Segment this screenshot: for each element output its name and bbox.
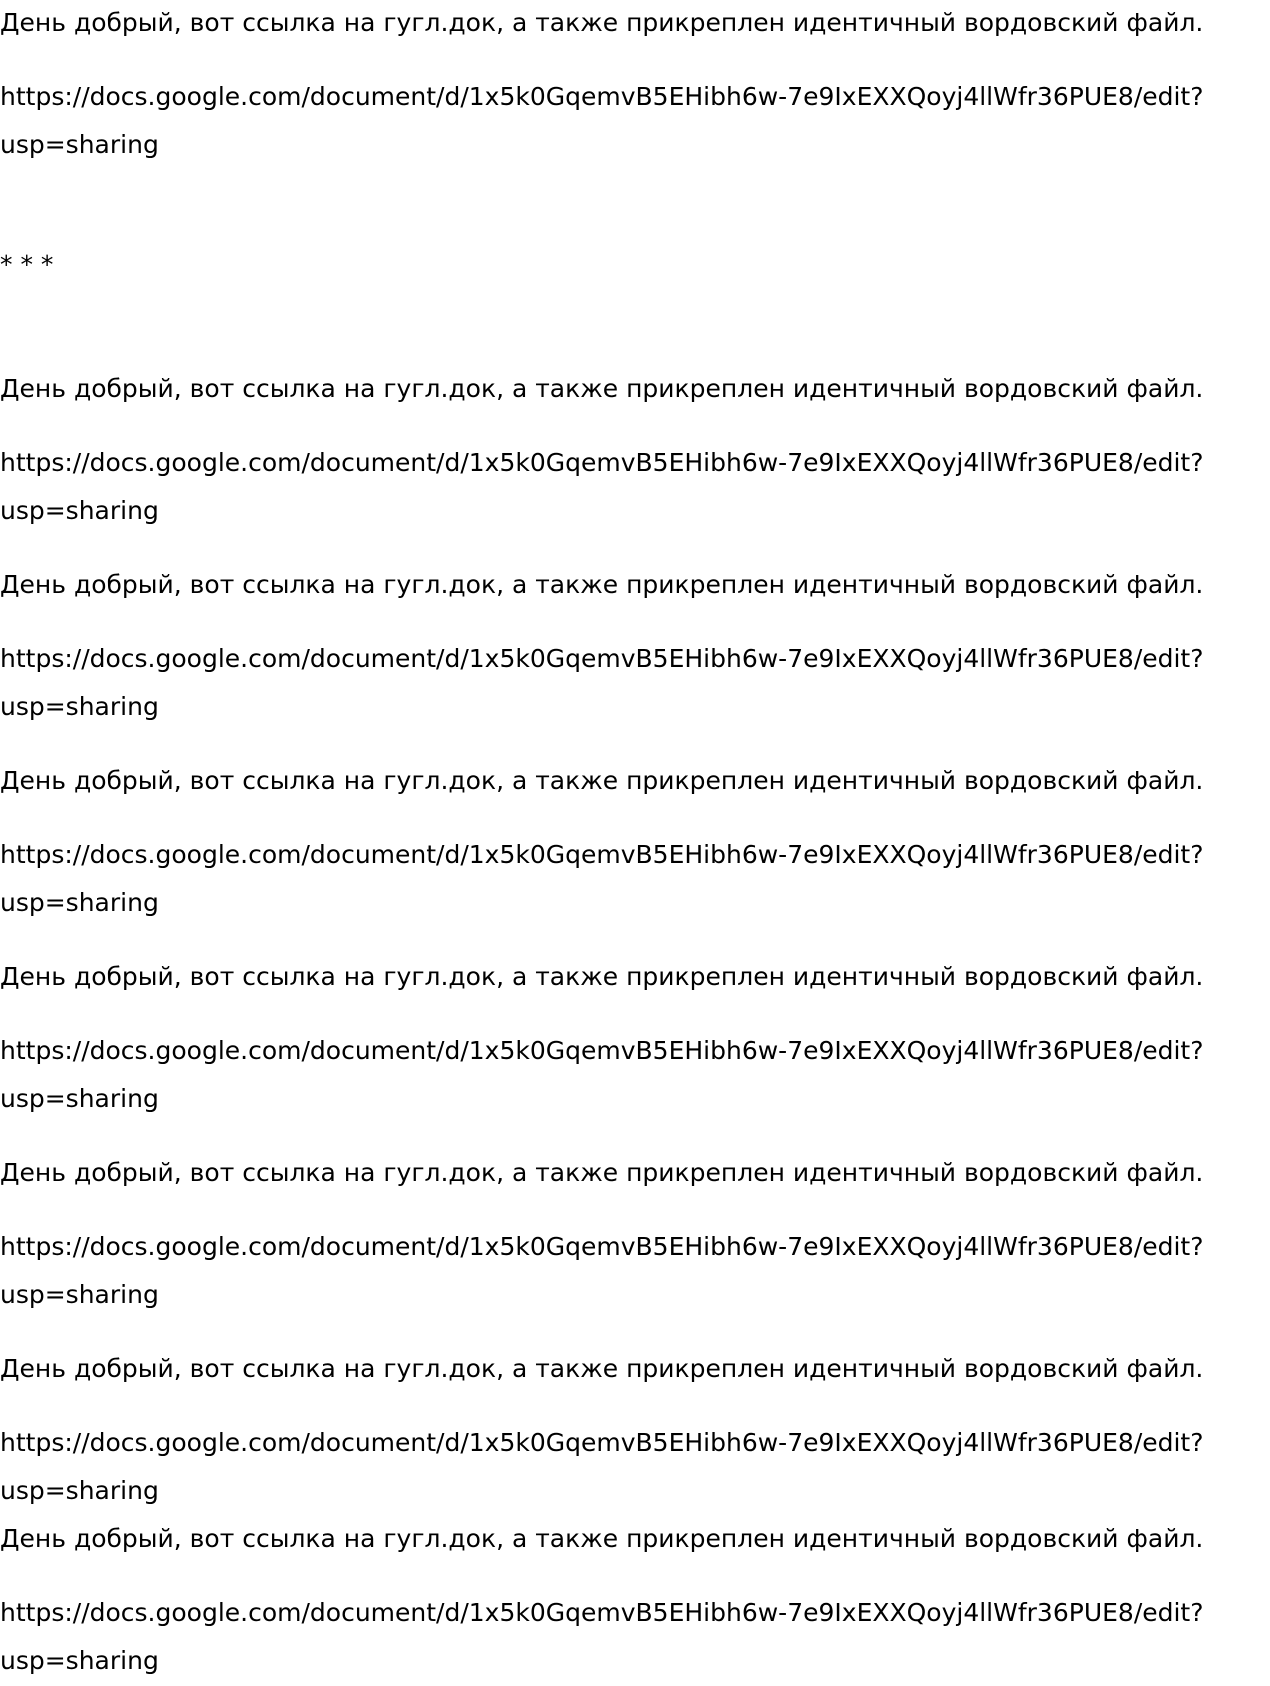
- doc-link-line[interactable]: https://docs.google.com/document/d/1x5k0GqemvB5EHibh6w-7e9IxEXXQoyj4llWfr36PUE8/edit?: [0, 1036, 1204, 1065]
- doc-link-line-continued[interactable]: usp=sharing: [0, 692, 159, 721]
- doc-link-line-continued[interactable]: usp=sharing: [0, 1280, 159, 1309]
- greeting-text: День добрый, вот ссылка на гугл.док, а также прикреплен идентичный вордовский файл.: [0, 8, 1204, 37]
- doc-link-line-continued[interactable]: usp=sharing: [0, 888, 159, 917]
- greeting-text: День добрый, вот ссылка на гугл.док, а также прикреплен идентичный вордовский файл.: [0, 962, 1204, 991]
- doc-link-line[interactable]: https://docs.google.com/document/d/1x5k0GqemvB5EHibh6w-7e9IxEXXQoyj4llWfr36PUE8/edit?: [0, 82, 1204, 111]
- section-separator: * * *: [0, 250, 54, 279]
- greeting-text: День добрый, вот ссылка на гугл.док, а также прикреплен идентичный вордовский файл.: [0, 766, 1204, 795]
- greeting-text: День добрый, вот ссылка на гугл.док, а также прикреплен идентичный вордовский файл.: [0, 1158, 1204, 1187]
- doc-link-line-continued[interactable]: usp=sharing: [0, 130, 159, 159]
- greeting-text: День добрый, вот ссылка на гугл.док, а также прикреплен идентичный вордовский файл.: [0, 1354, 1204, 1383]
- doc-link-line[interactable]: https://docs.google.com/document/d/1x5k0GqemvB5EHibh6w-7e9IxEXXQoyj4llWfr36PUE8/edit?: [0, 1232, 1204, 1261]
- greeting-text: День добрый, вот ссылка на гугл.док, а также прикреплен идентичный вордовский файл.: [0, 374, 1204, 403]
- greeting-text: День добрый, вот ссылка на гугл.док, а также прикреплен идентичный вордовский файл.: [0, 1524, 1204, 1553]
- doc-link-line[interactable]: https://docs.google.com/document/d/1x5k0GqemvB5EHibh6w-7e9IxEXXQoyj4llWfr36PUE8/edit?: [0, 840, 1204, 869]
- doc-link-line-continued[interactable]: usp=sharing: [0, 1646, 159, 1675]
- doc-link-line[interactable]: https://docs.google.com/document/d/1x5k0GqemvB5EHibh6w-7e9IxEXXQoyj4llWfr36PUE8/edit?: [0, 1428, 1204, 1457]
- doc-link-line-continued[interactable]: usp=sharing: [0, 1084, 159, 1113]
- doc-link-line-continued[interactable]: usp=sharing: [0, 1476, 159, 1505]
- doc-link-line-continued[interactable]: usp=sharing: [0, 496, 159, 525]
- doc-link-line[interactable]: https://docs.google.com/document/d/1x5k0GqemvB5EHibh6w-7e9IxEXXQoyj4llWfr36PUE8/edit?: [0, 1598, 1204, 1627]
- doc-link-line[interactable]: https://docs.google.com/document/d/1x5k0GqemvB5EHibh6w-7e9IxEXXQoyj4llWfr36PUE8/edit?: [0, 448, 1204, 477]
- greeting-text: День добрый, вот ссылка на гугл.док, а также прикреплен идентичный вордовский файл.: [0, 570, 1204, 599]
- doc-link-line[interactable]: https://docs.google.com/document/d/1x5k0GqemvB5EHibh6w-7e9IxEXXQoyj4llWfr36PUE8/edit?: [0, 644, 1204, 673]
